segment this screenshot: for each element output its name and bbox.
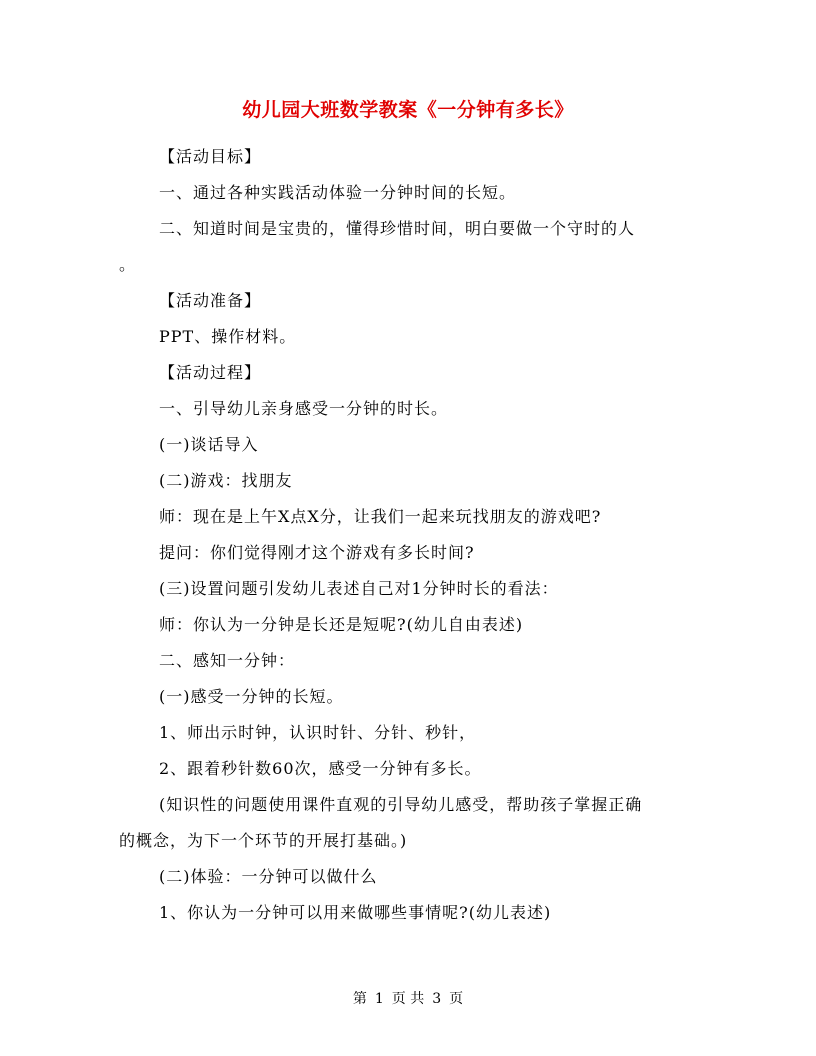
section-heading-process: 【活动过程】 — [159, 363, 262, 382]
footer-current-page: 1 — [374, 991, 384, 1007]
footer-suffix: 页 — [449, 991, 464, 1007]
teacher-line-2: 师：你认为一分钟是长还是短呢?(幼儿自由表述) — [159, 615, 524, 634]
question-line-1: 提问：你们觉得刚才这个游戏有多长时间? — [159, 543, 475, 562]
goal-item-1: 一、通过各种实践活动体验一分钟时间的长短。 — [159, 183, 517, 202]
process-substep-1: (一)谈话导入 — [159, 435, 259, 454]
section-heading-preparation: 【活动准备】 — [159, 291, 262, 310]
process-substep-3: (三)设置问题引发幼儿表述自己对1分钟时长的看法： — [159, 579, 559, 598]
list-item-2: 2、跟着秒针数60次，感受一分钟有多长。 — [159, 759, 482, 778]
note-paragraph-continued: 的概念，为下一个环节的开展打基础。) — [119, 831, 408, 850]
list-item-3: 1、你认为一分钟可以用来做哪些事情呢?(幼儿表述) — [159, 903, 552, 922]
process-substep-5: (二)体验：一分钟可以做什么 — [159, 867, 378, 886]
preparation-text: PPT、操作材料。 — [159, 327, 297, 346]
section-heading-goals: 【活动目标】 — [159, 147, 262, 166]
process-substep-4: (一)感受一分钟的长短。 — [159, 687, 344, 706]
document-body — [119, 148, 699, 940]
teacher-line-1: 师：现在是上午X点X分，让我们一起来玩找朋友的游戏吧? — [159, 507, 602, 526]
footer-total-pages: 3 — [432, 991, 442, 1007]
process-step-2: 二、感知一分钟： — [159, 651, 296, 670]
process-substep-2: (二)游戏：找朋友 — [159, 471, 293, 490]
footer-middle: 页 共 — [391, 991, 425, 1007]
page-footer — [0, 988, 816, 1008]
goal-item-2: 二、知道时间是宝贵的，懂得珍惜时间，明白要做一个守时的人 — [159, 219, 636, 238]
process-step-1: 一、引导幼儿亲身感受一分钟的时长。 — [159, 399, 449, 418]
footer-prefix: 第 — [352, 991, 367, 1007]
document-title: 幼儿园大班数学教案《一分钟有多长》 — [242, 99, 574, 121]
list-item-1: 1、师出示时钟，认识时针、分针、秒针， — [159, 723, 477, 742]
goal-item-2-continued: 。 — [119, 255, 137, 274]
note-paragraph: (知识性的问题使用课件直观的引导幼儿感受，帮助孩子掌握正确 — [159, 795, 643, 814]
